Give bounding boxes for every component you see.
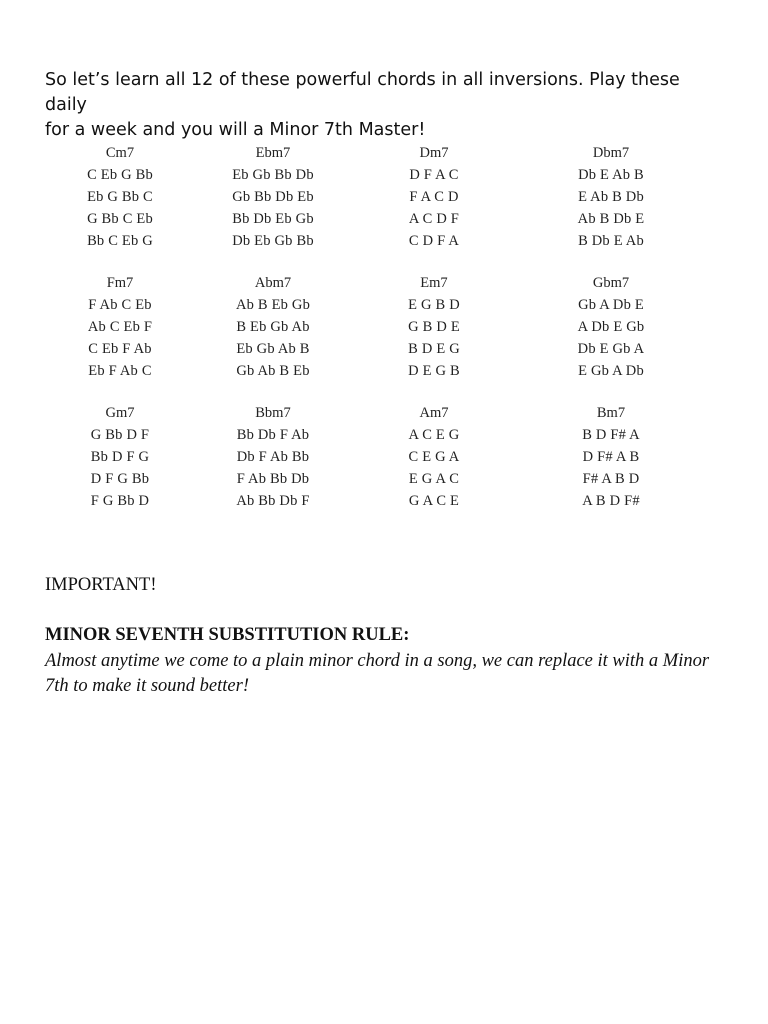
chord-inversion: E G B D: [408, 297, 460, 313]
chord-inversion: Bb C Eb G: [87, 233, 153, 249]
chord-inversion: D F G Bb: [90, 471, 150, 487]
chord-name: Gbm7: [592, 275, 630, 291]
chord-inversion: Db E Ab B: [578, 167, 644, 183]
chord-inversion: Bb D F G: [90, 449, 150, 465]
chord-inversion: G B D E: [408, 319, 460, 335]
chord-block: [185, 142, 361, 272]
chord-inversion: Db E Gb A: [577, 341, 645, 357]
chord-inversion: Bb Db F Ab: [236, 427, 310, 443]
intro-paragraph: [45, 68, 725, 143]
chord-name: Em7: [420, 275, 448, 291]
chord-inversion: D F# A B: [582, 449, 640, 465]
chord-inversion: Ab Bb Db F: [236, 493, 310, 509]
chord-name: Abm7: [254, 275, 292, 291]
chord-name: Bbm7: [255, 405, 291, 421]
chord-inversion: B D E G: [408, 341, 460, 357]
chord-inversion: Eb Gb Ab B: [236, 341, 310, 357]
chord-inversion: F G Bb D: [90, 493, 150, 509]
chord-inversion: Gb Bb Db Eb: [232, 189, 314, 205]
chord-row: [55, 402, 715, 532]
chord-inversion: A B D F#: [582, 493, 640, 509]
chord-row: [55, 142, 715, 272]
chord-inversion: Eb G Bb C: [87, 189, 153, 205]
chord-inversion: A C E G: [408, 427, 460, 443]
chord-block: [507, 142, 715, 272]
chord-name: Cm7: [105, 145, 135, 161]
chord-block: [361, 142, 507, 272]
rule-text: Almost anytime we come to a plain minor chord in a song, we can replace it with a Minor 7th to make it sound better!: [45, 651, 710, 696]
chord-inversion: Db Eb Gb Bb: [232, 233, 314, 249]
chord-inversion: C D F A: [408, 233, 460, 249]
chord-inversion: A C D F: [408, 211, 460, 227]
chord-inversion: Ab B Db E: [577, 211, 645, 227]
chord-inversion: G A C E: [408, 493, 460, 509]
chord-inversion: Bb Db Eb Gb: [232, 211, 314, 227]
chord-block: [185, 402, 361, 532]
chord-name: Dm7: [419, 145, 449, 161]
chord-inversion: A Db E Gb: [577, 319, 645, 335]
chord-name: Fm7: [106, 275, 134, 291]
chord-inversion: F Ab C Eb: [88, 297, 152, 313]
chord-block: [361, 272, 507, 402]
chord-inversion: Eb F Ab C: [88, 363, 152, 379]
chord-inversion: Eb Gb Bb Db: [232, 167, 314, 183]
chord-inversion: F A C D: [409, 189, 459, 205]
chord-inversion: Ab B Eb Gb: [235, 297, 311, 313]
chord-name: Am7: [419, 405, 449, 421]
chord-inversion: Gb Ab B Eb: [236, 363, 310, 379]
chord-block: [55, 142, 185, 272]
chord-inversion: C E G A: [408, 449, 460, 465]
chord-inversion: E Ab B Db: [578, 189, 644, 205]
chord-inversion: D F A C: [409, 167, 459, 183]
chord-inversion: G Bb D F: [90, 427, 150, 443]
chord-inversion: E Gb A Db: [578, 363, 644, 379]
rule-title: MINOR SEVENTH SUBSTITUTION RULE:: [45, 625, 410, 645]
chord-inversion: C Eb G Bb: [87, 167, 153, 183]
chord-block: [185, 272, 361, 402]
chord-block: [507, 272, 715, 402]
chord-block: [361, 402, 507, 532]
chord-inversion: D E G B: [408, 363, 460, 379]
chord-inversion: Gb A Db E: [578, 297, 644, 313]
intro-line-1: So let’s learn all 12 of these powerful chords in all inversions. Play these daily: [45, 70, 680, 115]
chord-name: Gm7: [105, 405, 135, 421]
chord-inversion: C Eb F Ab: [88, 341, 152, 357]
important-label: IMPORTANT!: [45, 575, 157, 595]
chord-name: Dbm7: [592, 145, 630, 161]
chord-inversion: E G A C: [408, 471, 460, 487]
chord-block: [507, 402, 715, 532]
chord-inversion: Ab C Eb F: [87, 319, 153, 335]
intro-line-2: for a week and you will a Minor 7th Master!: [45, 120, 426, 140]
chord-grid: [55, 142, 715, 532]
chord-inversion: F# A B D: [582, 471, 640, 487]
chord-name: Ebm7: [255, 145, 291, 161]
chord-name: Bm7: [596, 405, 626, 421]
chord-inversion: B Eb Gb Ab: [236, 319, 310, 335]
chord-inversion: G Bb C Eb: [87, 211, 153, 227]
chord-inversion: F Ab Bb Db: [236, 471, 310, 487]
chord-block: [55, 402, 185, 532]
chord-inversion: Db F Ab Bb: [236, 449, 310, 465]
chord-row: [55, 272, 715, 402]
chord-block: [55, 272, 185, 402]
chord-inversion: B D F# A: [582, 427, 640, 443]
chord-inversion: B Db E Ab: [578, 233, 644, 249]
